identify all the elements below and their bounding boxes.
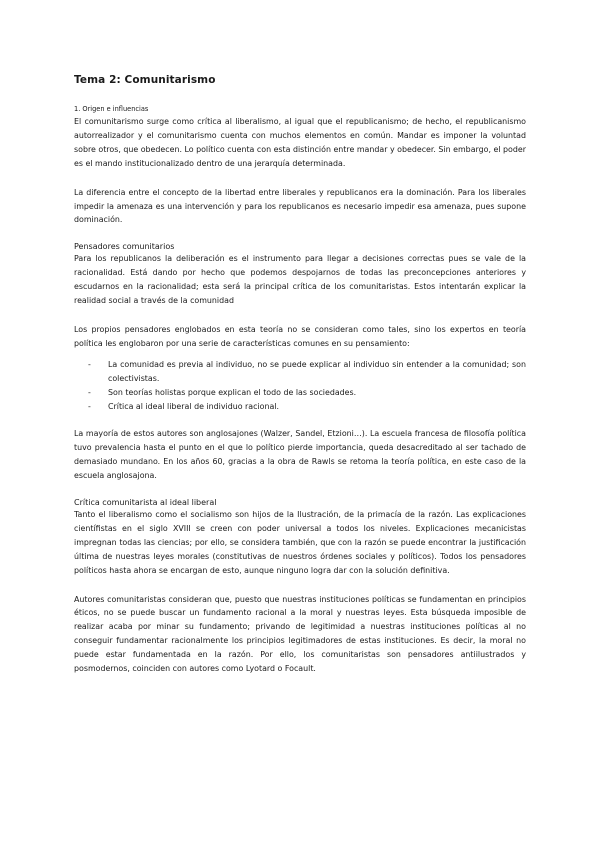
page-title: Tema 2: Comunitarismo (74, 74, 216, 86)
paragraph-libertad: La diferencia entre el concepto de la libertad entre liberales y republicanos era la dominación. Para los liberales impedir la amenaza es una intervención y para los republicanos es necesario impedir esa amenaza, pues supone dominación. (74, 187, 526, 225)
list-item (88, 386, 526, 400)
section-heading-critica: Crítica comunitarista al ideal liberal (74, 498, 217, 508)
document-body (74, 74, 526, 691)
list-item-text: Son teorías holistas porque explican el todo de las sociedades. (108, 387, 357, 397)
list-item (88, 400, 526, 414)
paragraph-origen: El comunitarismo surge como crítica al liberalismo, al igual que el republicanismo; de hecho, el republicanismo autorrealizador y el comunitarismo cuenta con muchos elementos en común. Mandar es imponer la voluntad sobre otros, que obedecen. Lo político cuenta con esta distinción entre mandar y obedecer. Sin embargo, el poder es el mando institucionalizado dentro de una jerarquía determinada. (74, 117, 526, 168)
bullet-dash: - (88, 387, 91, 397)
paragraph-autores-comunitaristas: Autores comunitaristas consideran que, puesto que nuestras instituciones políticas se fundamentan en principios éticos, no se puede buscar un fundamento racional a la moral y nuestras leyes. Esta búsqueda imposible de realizar acaba por minar su fundamento; privando de legitimidad a nuestras instituciones políticas al no conseguir fundamentar racionalmente los principios legitimadores de estas instituciones. Es decir, la moral no puede estar fundamentada en la razón. Por ello, los comunitaristas son pensadores antiilustrados y posmodernos, coinciden con autores como Lyotard o Focault. (74, 594, 526, 674)
list-item (88, 358, 526, 386)
characteristics-list (74, 358, 526, 414)
section-heading-pensadores: Pensadores comunitarios (74, 242, 175, 252)
paragraph-caracteristicas: Los propios pensadores englobados en esta teoría no se consideran como tales, sino los expertos en teoría política les englobaron por una serie de características comunes en su pensamiento: (74, 324, 526, 348)
list-item-text: Crítica al ideal liberal de individuo racional. (108, 401, 280, 411)
bullet-dash: - (88, 401, 91, 411)
paragraph-deliberacion: Para los republicanos la deliberación es el instrumento para llegar a decisiones correctas pues se vale de la racionalidad. Está dando por hecho que podemos despojarnos de todas las preconcepciones anteriores y escudarnos en la racionalidad; esta será la principal crítica de los comunitaristas. Estos intentarán explicar la realidad social a través de la comunidad (74, 254, 526, 306)
list-item-text: La comunidad es previa al individuo, no se puede explicar al individuo sin entender a la comunidad; son colectivistas. (108, 359, 526, 383)
bullet-dash: - (88, 359, 91, 369)
section-heading-origen: 1. Origen e influencias (74, 105, 149, 113)
paragraph-anglosajones: La mayoría de estos autores son anglosajones (Walzer, Sandel, Etzioni…). La escuela francesa de filosofía política tuvo prevalencia hasta el punto en el que lo político pierde importancia, queda desacreditado al ser tachado de demasiado mundano. En los años 60, gracias a la obra de Rawls se retoma la teoría política, en este caso de la escuela anglosajona. (74, 429, 526, 481)
paragraph-ilustracion: Tanto el liberalismo como el socialismo son hijos de la Ilustración, de la primacía de la razón. Las explicaciones científistas en el siglo XVIII se creen con poder universal a todos los niveles. Explicaciones mecanicistas impregnan todas las ciencias; por ello, se considera también, que con la razón se puede encontrar la justificación última de nuestras leyes morales (constitutivas de nuestros órdenes sociales y políticos). Todos los pensadores políticos hasta ahora se encargan de esto, aunque ninguno logra dar con la solución definitiva. (74, 510, 526, 575)
